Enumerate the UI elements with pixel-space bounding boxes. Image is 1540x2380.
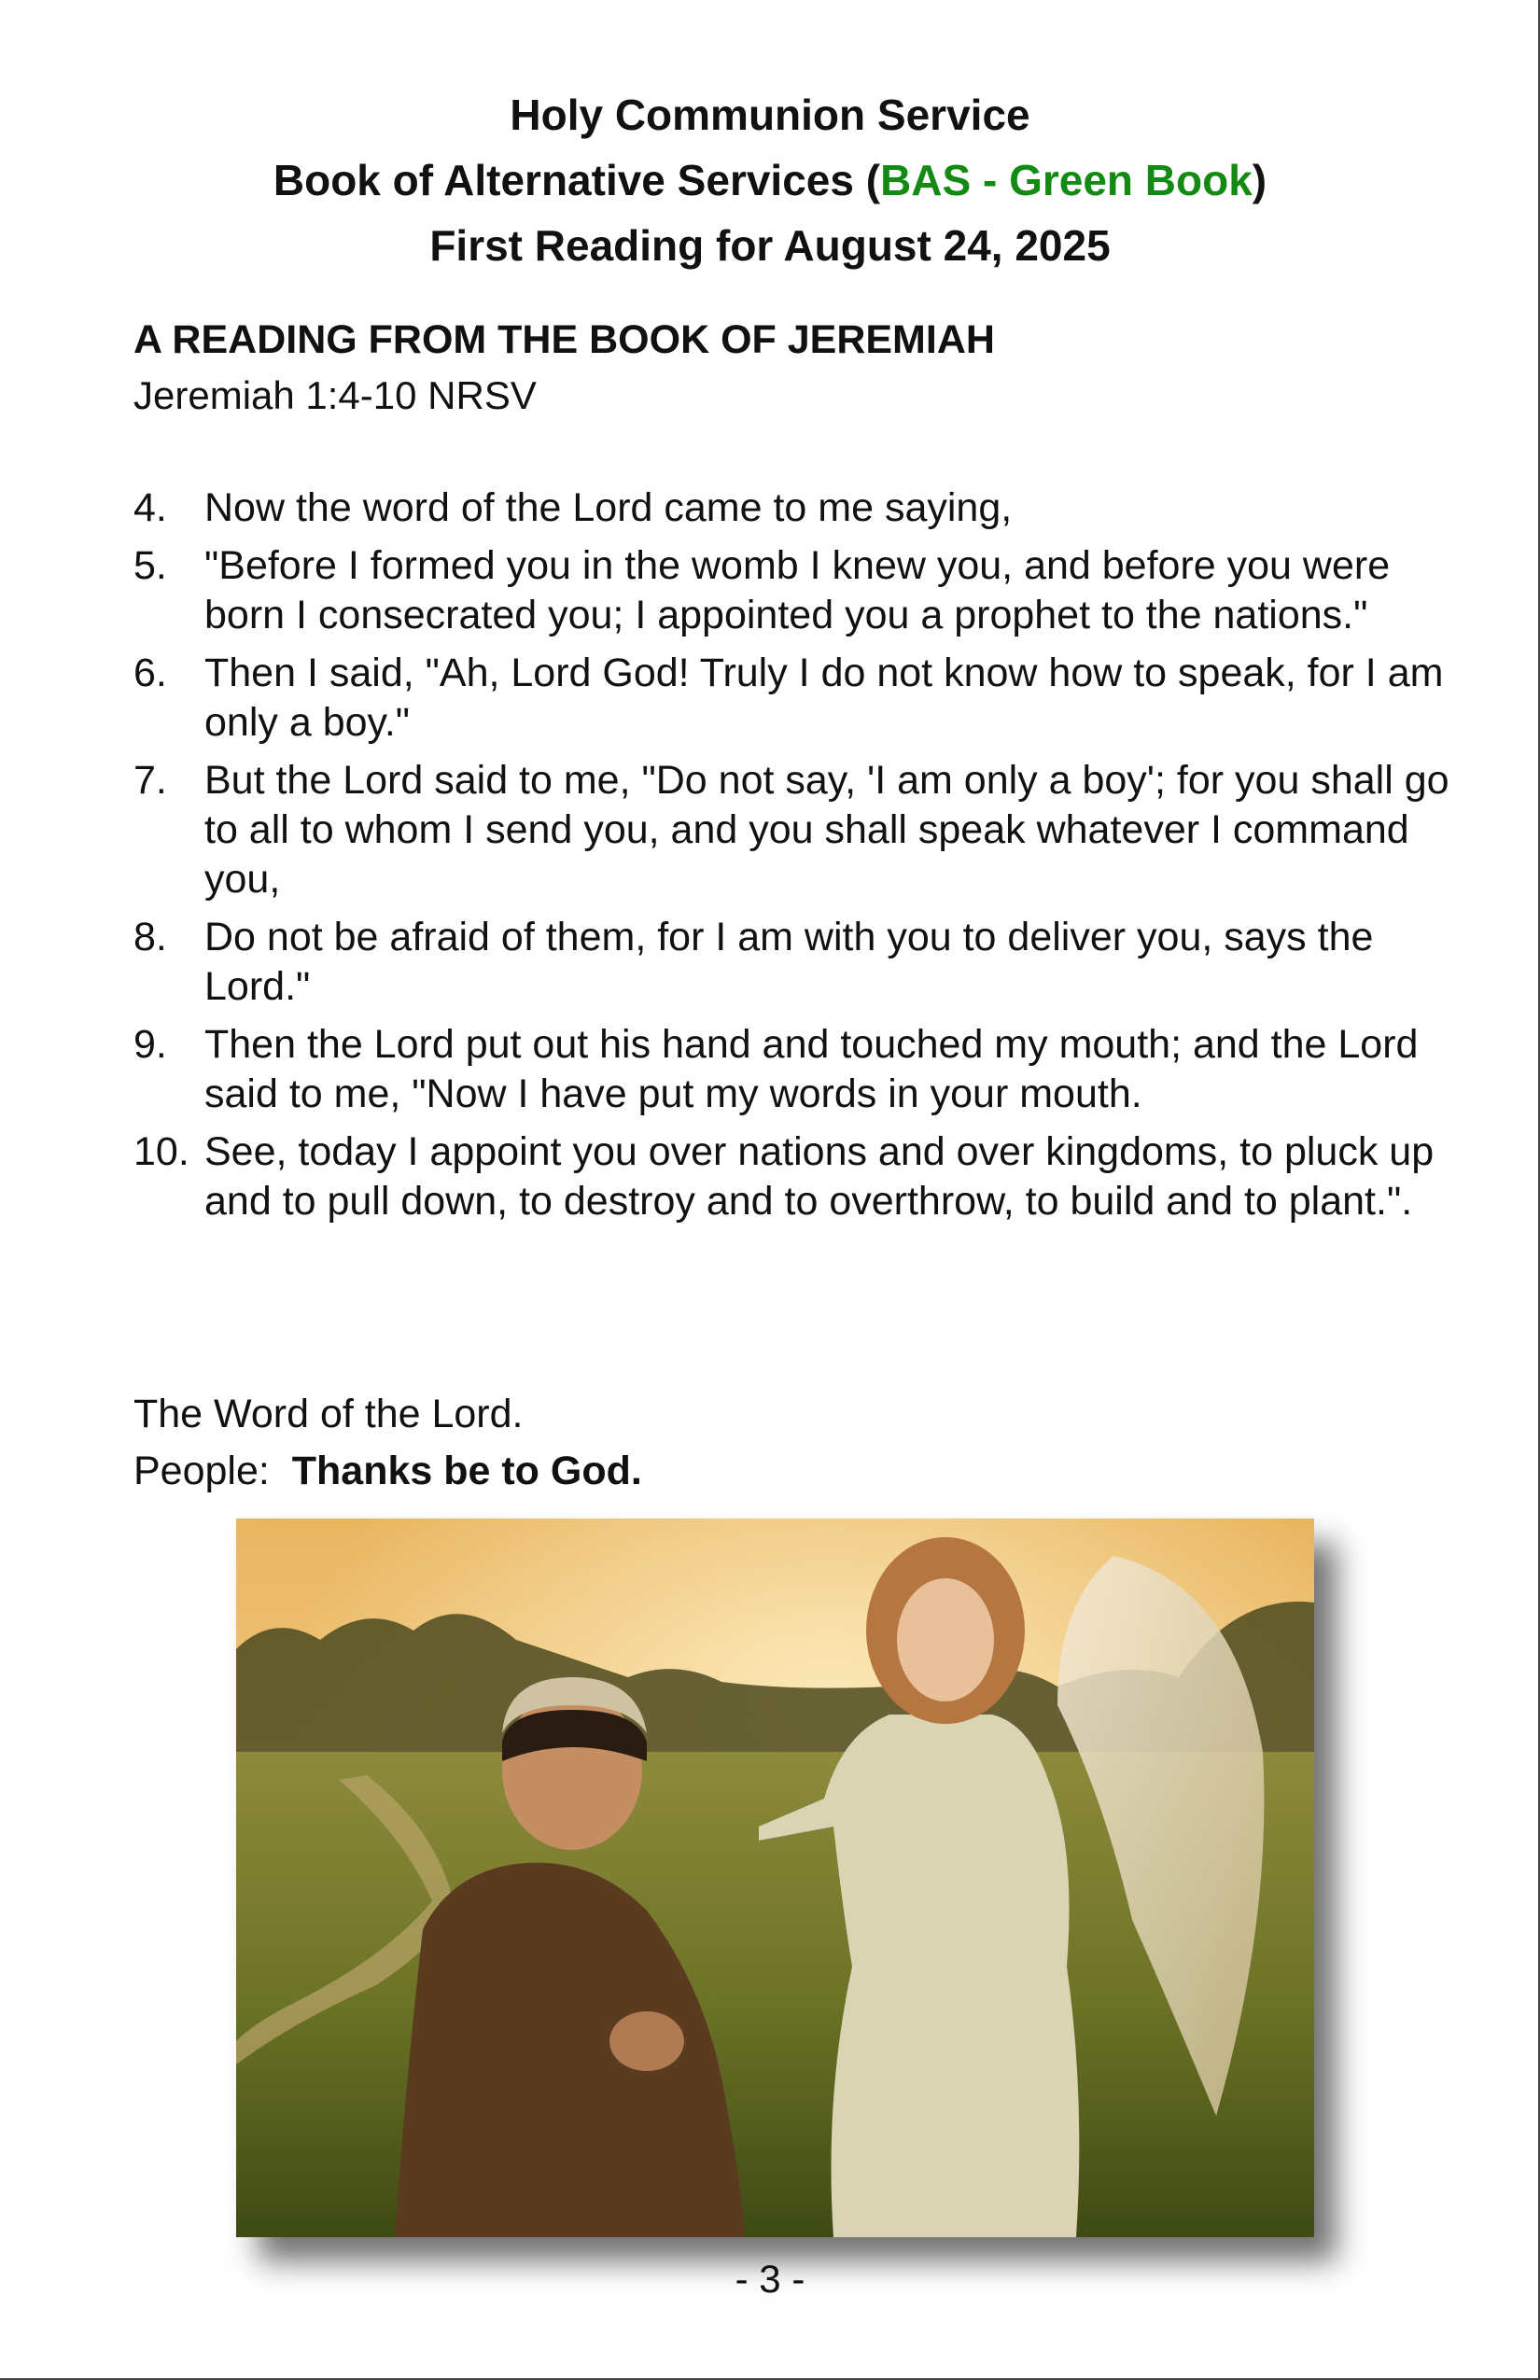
verse-number: 6. [133,651,167,695]
illustration-image [236,1519,1314,2237]
verse-text: But the Lord said to me, "Do not say, 'I am only a boy'; for you shall go to all to whom I send you, and you shall speak whatever I command you, [204,758,1449,902]
verse-item [133,756,1459,904]
verse-number: 9. [133,1022,167,1067]
verse-list [133,483,1459,1235]
closing-line: The Word of the Lord. [133,1392,524,1436]
verse-number: 4. [133,485,167,530]
verse-item [133,1127,1459,1226]
verse-item [133,1020,1459,1119]
people-response-line [133,1443,642,1500]
reading-date: First Reading for August 24, 2025 [429,221,1111,270]
verse-text: Do not be afraid of them, for I am with you to deliver you, says the Lord." [204,915,1374,1009]
verse-item [133,649,1459,748]
verse-item [133,913,1459,1012]
book-title-highlight: BAS - Green Book [880,156,1253,204]
verse-number: 7. [133,758,167,803]
service-title: Holy Communion Service [510,91,1030,139]
page-header [0,82,1540,278]
book-title-suffix: ) [1252,156,1267,204]
verse-number: 5. [133,543,167,588]
page-number: - 3 - [735,2257,805,2301]
verse-item [133,483,1459,533]
verse-item [133,541,1459,640]
verse-text: "Before I formed you in the womb I knew you, and before you were born I consecrated you; I appointed you a prophet to the nations." [204,543,1391,637]
verse-text: Then the Lord put out his hand and touched my mouth; and the Lord said to me, "Now I have put my words in your mouth. [204,1022,1419,1116]
scripture-citation: Jeremiah 1:4-10 NRSV [133,373,537,417]
book-title-prefix: Book of Alternative Services ( [273,156,881,204]
verse-number: 10. [133,1129,189,1174]
verse-text: Then I said, "Ah, Lord God! Truly I do not know how to speak, for I am only a boy." [204,651,1444,745]
book-title [0,147,1540,213]
people-response: Thanks be to God. [291,1449,642,1493]
reading-heading: A READING FROM THE BOOK OF JEREMIAH [133,317,995,362]
people-label: People: [133,1449,270,1493]
verse-text: See, today I appoint you over nations and over kingdoms, to pluck up and to pull down, to destroy and to overthrow, to build and to plant.". [204,1129,1435,1224]
verse-text: Now the word of the Lord came to me saying, [204,485,1013,530]
verse-number: 8. [133,915,167,959]
closing-block [133,1386,642,1500]
